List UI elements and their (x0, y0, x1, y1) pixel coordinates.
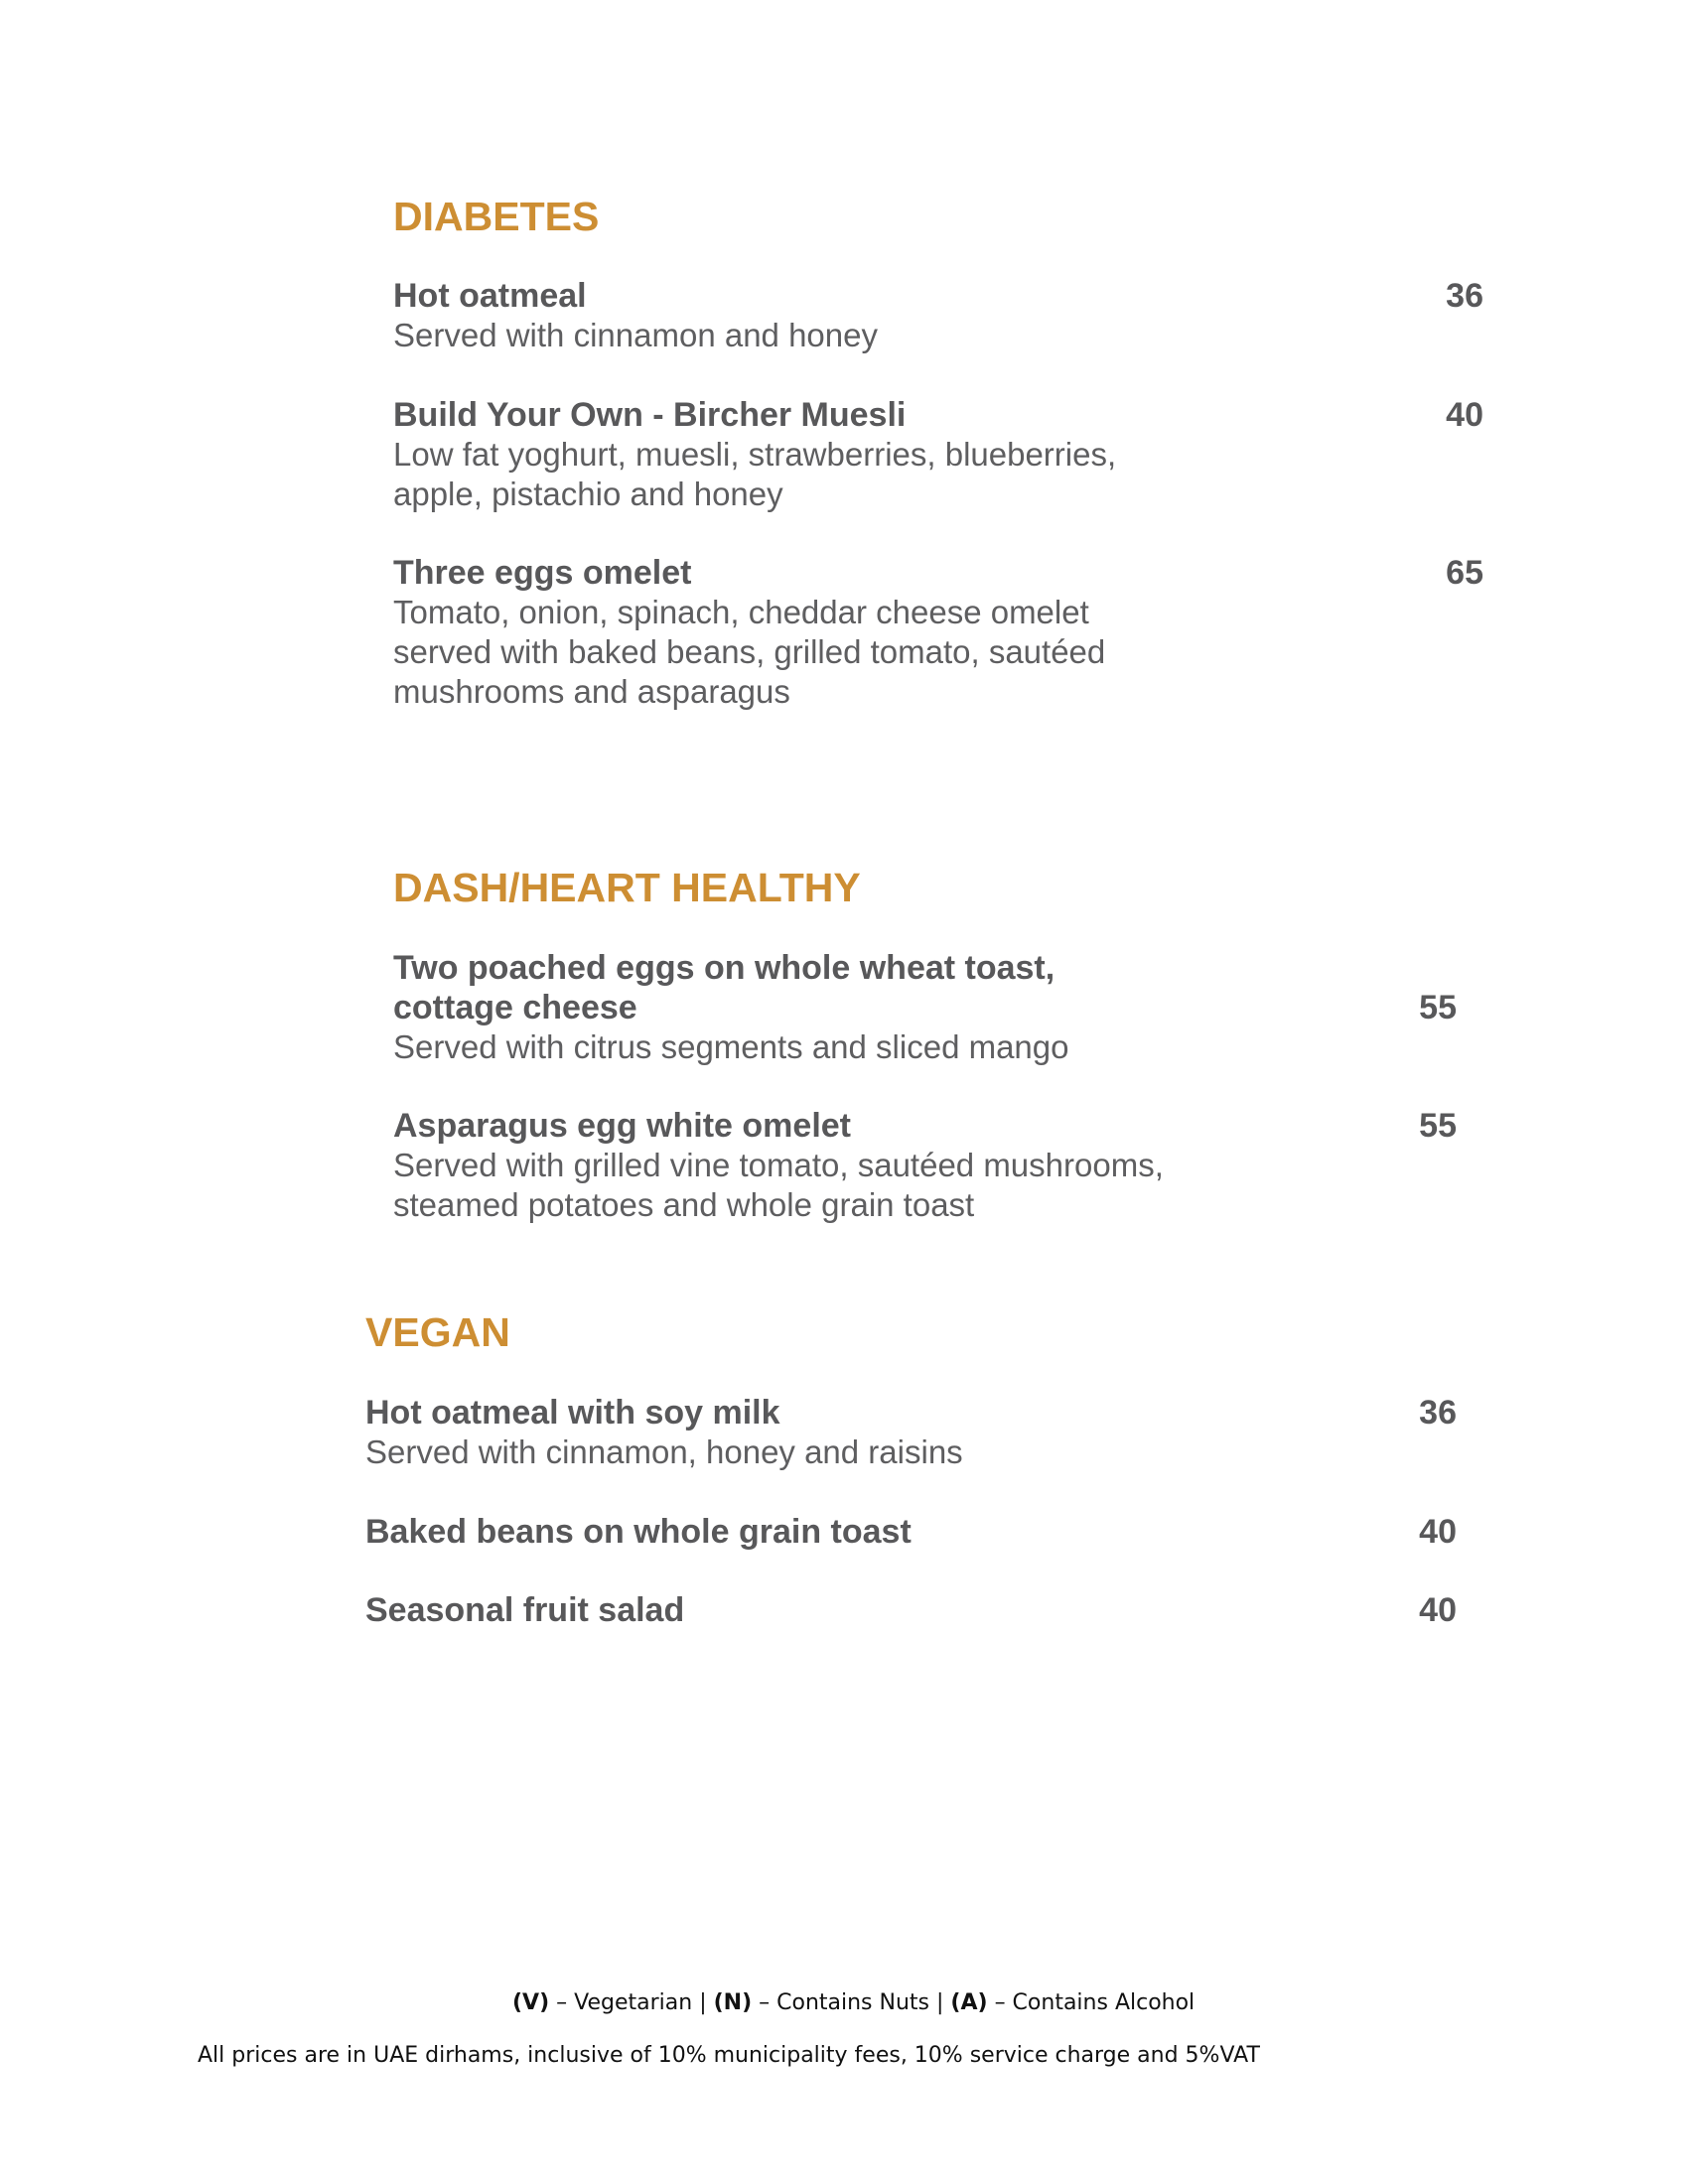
item-description: Low fat yoghurt, muesli, strawberries, blueberries, (393, 436, 1117, 473)
item-description: mushrooms and asparagus (393, 673, 790, 710)
item-description: served with baked beans, grilled tomato, sautéed (393, 633, 1106, 670)
item-price: 40 (1419, 1591, 1457, 1629)
legend-vegetarian-text: – Vegetarian | (556, 1990, 707, 2015)
menu-item-asparagus-omelet (393, 1106, 1164, 1225)
item-price: 65 (1446, 554, 1483, 592)
item-name: Three eggs omelet (393, 554, 692, 592)
item-description: Served with cinnamon, honey and raisins (365, 1433, 963, 1470)
legend-alcohol-code: (A) (950, 1990, 988, 2015)
item-description: Served with citrus segments and sliced mango (393, 1028, 1069, 1065)
item-description: Tomato, onion, spinach, cheddar cheese omelet (393, 594, 1089, 630)
item-name: Baked beans on whole grain toast (365, 1513, 912, 1551)
item-price: 36 (1446, 277, 1483, 315)
item-name: Seasonal fruit salad (365, 1591, 685, 1629)
legend-alcohol-text: – Contains Alcohol (994, 1990, 1196, 2015)
item-name: Hot oatmeal (393, 277, 587, 315)
menu-item-oatmeal-soy (365, 1393, 963, 1472)
menu-item-baked-beans (365, 1512, 912, 1552)
menu-item-poached-eggs (393, 948, 1069, 1067)
item-name: Two poached eggs on whole wheat toast, (393, 949, 1055, 987)
section-title-vegan: VEGAN (365, 1309, 510, 1355)
menu-item-fruit-salad (365, 1590, 684, 1630)
item-description: steamed potatoes and whole grain toast (393, 1186, 975, 1223)
item-description: Served with cinnamon and honey (393, 317, 878, 353)
item-name: Build Your Own - Bircher Muesli (393, 396, 907, 434)
item-price: 55 (1419, 989, 1457, 1026)
item-price: 55 (1419, 1107, 1457, 1145)
allergen-legend (512, 1990, 1195, 2015)
legend-vegetarian-code: (V) (512, 1990, 550, 2015)
prices-note: All prices are in UAE dirhams, inclusive of 10% municipality fees, 10% service charge and 5%VAT (198, 2043, 1260, 2068)
section-title-dash-heart-healthy: DASH/HEART HEALTHY (393, 865, 861, 910)
item-name: Hot oatmeal with soy milk (365, 1394, 780, 1432)
item-description: Served with grilled vine tomato, sautéed mushrooms, (393, 1147, 1164, 1183)
menu-item-hot-oatmeal (393, 276, 878, 355)
item-price: 40 (1446, 396, 1483, 434)
legend-nuts-code: (N) (713, 1990, 753, 2015)
item-name: cottage cheese (393, 989, 637, 1026)
item-description: apple, pistachio and honey (393, 476, 783, 512)
section-title-diabetes: DIABETES (393, 194, 600, 239)
item-price: 40 (1419, 1513, 1457, 1551)
item-name: Asparagus egg white omelet (393, 1107, 851, 1145)
item-price: 36 (1419, 1394, 1457, 1432)
menu-item-bircher-muesli (393, 395, 1116, 514)
legend-nuts-text: – Contains Nuts | (759, 1990, 944, 2015)
menu-item-three-eggs-omelet (393, 553, 1105, 712)
